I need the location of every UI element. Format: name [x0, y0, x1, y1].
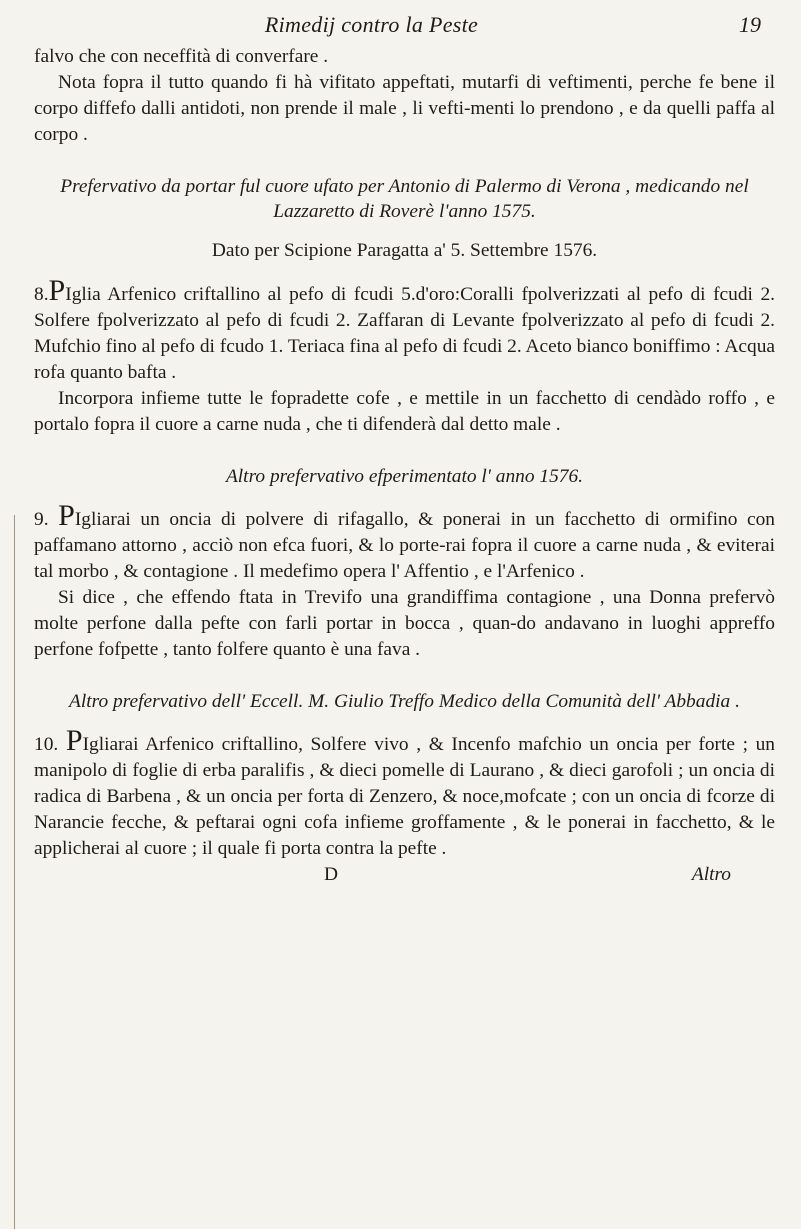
page-header — [36, 12, 767, 40]
catchword-line — [34, 862, 775, 888]
entry-9-continuation: Si dice , che effendo ftata in Trevifo una grandiffima contagione , una Donna prefervò molte perfone dalla pefte con farli portar in bocca , quan-do andavano in luoghi appreffo perfone fofpette , tanto folfere quanto è una fava . — [34, 587, 775, 660]
gutter-rule — [14, 515, 15, 1229]
entry-10-number: 10. — [34, 734, 59, 755]
entry-10-initial: P — [65, 724, 83, 757]
entry-9-initial: P — [58, 499, 75, 532]
entry-8-text: Iglia Arfenico criftallino al pefo di fcudi 5.d'oro:Coralli fpolverizzati al pefo di fcudi 2. Solfere fpolverizzato al pefo di fcudi 2. Zaffaran di Levante fpolverizzato al pefo di fcudi 2. Mufchio fino al pefo di fcudo 1. Teriaca fina al pefo di fcudi 2. Aceto bianco boniffimo : Acqua rofa quanto bafta . — [34, 284, 776, 383]
section-heading-3: Altro prefervativo dell' Eccell. M. Giulio Treffo Medico della Comunità dell' Abbadia . — [69, 691, 740, 712]
entry-8-initial: P — [48, 274, 66, 307]
signature-mark: D — [324, 864, 339, 885]
section-heading-1: Prefervativo da portar ful cuore ufato per Antonio di Palermo di Verona , medicando nel Lazzaretto di Roverè l'anno 1575. — [60, 176, 749, 222]
entry-8 — [34, 274, 776, 386]
catchword: Altro — [691, 864, 731, 885]
page-body — [34, 44, 775, 888]
entry-8-number: 8. — [34, 284, 49, 305]
entry-9 — [34, 499, 775, 585]
entry-10-text: Igliarai Arfenico criftallino, Solfere vivo , & Incenfo mafchio un oncia per forte ; un manipolo di foglie di erba paralifis , & dieci pomelle di Laurano , & dieci garofoli ; un oncia di radica di Barbena , & un oncia per forta di Zenzero, & noce,mofcate ; con un oncia di fcorze di Narancie fecche, & peftarai ogni cofa infieme groffamente , & le ponerai in facchetto, & le applicherai al cuore ; il quale fi porta contra la pefte . — [34, 734, 775, 859]
entry-9-text: Igliarai un oncia di polvere di rifagallo, & ponerai in un facchetto di ormifino con paffamano attorno , acciò non efca fuori, & lo porte-rai fopra il cuore a carne nuda , & eviterai tal morbo , & contagione . Il medefimo opera l' Affentio , e l'Arfenico . — [34, 509, 775, 582]
entry-9-number: 9. — [34, 509, 49, 530]
running-title: Rimedij contro la Peste — [264, 12, 479, 37]
entry-8-continuation: Incorpora infieme tutte le fopradette cofe , e mettile in un facchetto di cendàdo roffo , e portalo fopra il cuore a carne nuda , che ti difenderà dal detto male . — [34, 388, 775, 435]
section-heading-2: Altro prefervativo efperimentato l' anno 1576. — [225, 466, 584, 487]
page-number: 19 — [739, 12, 761, 37]
nota-paragraph: Nota fopra il tutto quando fi hà vifitato appeftati, mutarfi di veftimenti, perche fe bene il corpo diffefo dalli antidoti, non prende il male , li vefti-menti lo prendono , e da quelli paffa al corpo . — [34, 72, 775, 145]
entry-10 — [34, 724, 775, 862]
dated-line: Dato per Scipione Paragatta a' 5. Settembre 1576. — [211, 240, 598, 261]
carry-over-paragraph: falvo che con neceffità di converfare . — [34, 46, 329, 67]
